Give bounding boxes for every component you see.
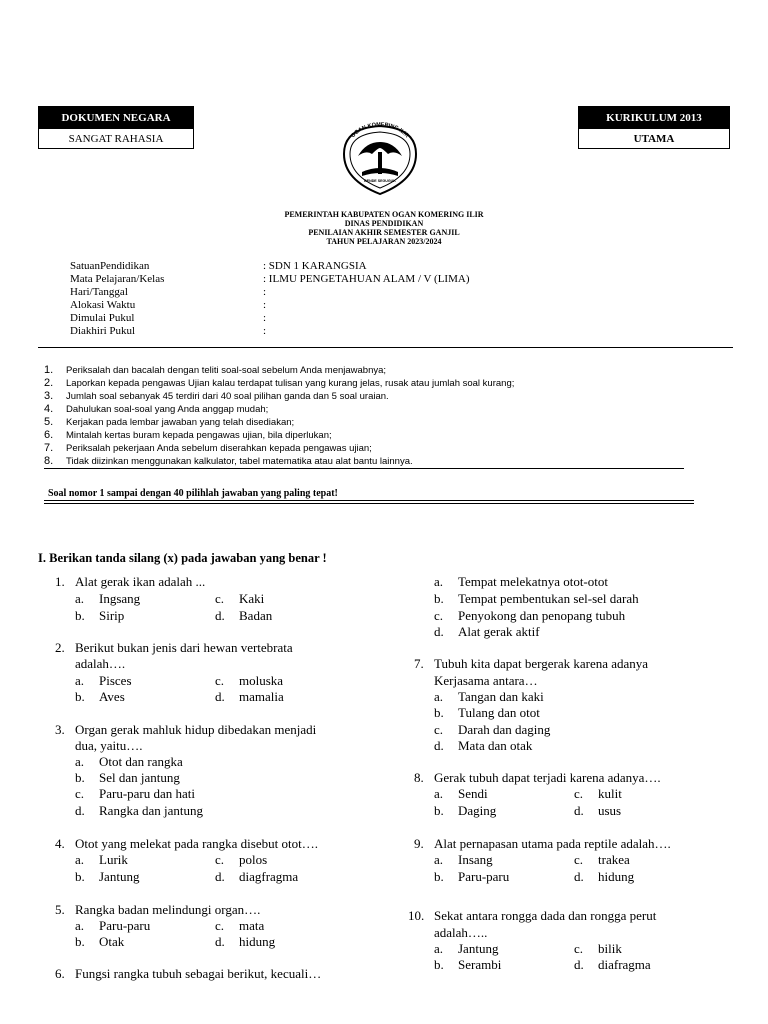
option-letter: d.	[215, 869, 225, 884]
option-text: kulit	[598, 786, 622, 801]
title-line-3: PENILAIAN AKHIR SEMESTER GANJIL	[308, 228, 460, 237]
option-text: Otak	[99, 934, 125, 949]
identity-value: : SDN 1 KARANGSIA	[263, 260, 367, 272]
option-text: Lurik	[99, 852, 128, 867]
section-title: I. Berikan tanda silang (x) pada jawaban yang benar !	[38, 551, 327, 565]
option-letter: d.	[434, 738, 444, 753]
option-text: polos	[239, 852, 268, 867]
option-letter: b.	[75, 869, 85, 884]
question-number: 2.	[55, 640, 65, 655]
option-text: usus	[598, 803, 622, 818]
instruction-number: 7.	[44, 442, 54, 454]
instruction-item	[44, 453, 413, 466]
instruction-item	[44, 362, 386, 375]
option-text: Tulang dan otot	[458, 705, 540, 720]
option-text: Tempat pembentukan sel-sel darah	[458, 591, 639, 606]
question-text: Berikut bukan jenis dari hewan vertebrata	[75, 640, 293, 655]
instruction-text: Mintalah kertas buram kepada pengawas ujian, bila diperlukan;	[66, 430, 332, 441]
option-text: Otot dan rangka	[99, 754, 183, 769]
sangat-rahasia-label: SANGAT RAHASIA	[68, 133, 164, 145]
kurikulum-box	[578, 106, 730, 149]
question-number: 3.	[55, 722, 65, 737]
instruction-item	[44, 388, 389, 401]
instruction-text: Dahulukan soal-soal yang Anda anggap mudah;	[66, 404, 269, 415]
option-text: bilik	[598, 941, 622, 956]
option-letter: a.	[434, 574, 444, 589]
question-number: 6.	[55, 966, 65, 981]
instruction-item	[44, 375, 514, 388]
option-letter: b.	[75, 770, 85, 785]
dokumen-negara-box	[38, 106, 194, 149]
option-letter: c.	[574, 941, 584, 956]
option-letter: c.	[215, 852, 225, 867]
emblem-text-bottom: BENDE SEGUGUK	[364, 179, 396, 183]
option-letter: a.	[434, 786, 444, 801]
option-text: Badan	[239, 608, 273, 623]
emblem-text-top: OGAN KOMERING ILIR	[350, 121, 410, 140]
option-letter: b.	[434, 591, 444, 606]
instruction-number: 6.	[44, 429, 54, 441]
instruction-item	[44, 427, 332, 440]
option-text: Rangka dan jantung	[99, 803, 203, 818]
identity-label: Hari/Tanggal	[70, 286, 128, 298]
option-letter: d.	[75, 803, 85, 818]
option-letter: b.	[434, 869, 444, 884]
option-letter: c.	[434, 608, 444, 623]
option-text: Jantung	[99, 869, 140, 884]
dokumen-negara-label: DOKUMEN NEGARA	[39, 107, 193, 129]
instruction-number: 3.	[44, 390, 54, 402]
option-letter: b.	[75, 934, 85, 949]
kurikulum-label: KURIKULUM 2013	[579, 107, 729, 129]
option-text: diafragma	[598, 957, 651, 972]
option-letter: d.	[574, 803, 584, 818]
option-letter: c.	[215, 918, 225, 933]
question-text: Organ gerak mahluk hidup dibedakan menjadi	[75, 722, 317, 737]
question-number: 9.	[414, 836, 424, 851]
question-text: Otot yang melekat pada rangka disebut otot….	[75, 836, 318, 851]
instruction-item	[44, 414, 294, 427]
instruction-number: 8.	[44, 455, 54, 467]
instruction-text: Tidak diizinkan menggunakan kalkulator, tabel matematika atau alat bantu lainnya.	[66, 456, 413, 467]
identity-label: SatuanPendidikan	[70, 260, 150, 272]
option-text: Ingsang	[99, 591, 141, 606]
instruction-number: 5.	[44, 416, 54, 428]
option-letter: d.	[215, 689, 225, 704]
option-text: Sel dan jantung	[99, 770, 180, 785]
option-text: Darah dan daging	[458, 722, 551, 737]
option-letter: b.	[75, 608, 85, 623]
option-letter: d.	[434, 624, 444, 639]
option-letter: c.	[574, 786, 584, 801]
option-letter: c.	[215, 673, 225, 688]
question-text: adalah….	[75, 656, 126, 671]
option-letter: b.	[75, 689, 85, 704]
option-text: trakea	[598, 852, 630, 867]
question-number: 4.	[55, 836, 65, 851]
option-letter: a.	[434, 941, 444, 956]
note-double-rule-top	[44, 500, 694, 501]
instruction-text: Periksalah pekerjaan Anda sebelum diserahkan kepada pengawas ujian;	[66, 443, 372, 454]
title-line-2: DINAS PENDIDIKAN	[344, 219, 424, 228]
option-text: mamalia	[239, 689, 284, 704]
question-number: 5.	[55, 902, 65, 917]
option-letter: a.	[434, 852, 444, 867]
option-text: hidung	[239, 934, 276, 949]
question-text: dua, yaitu….	[75, 738, 143, 753]
instruction-text: Kerjakan pada lembar jawaban yang telah disediakan;	[66, 417, 295, 428]
identity-value: :	[263, 325, 267, 337]
identity-divider	[38, 347, 733, 348]
option-letter: b.	[434, 957, 444, 972]
identity-value: :	[263, 286, 267, 298]
option-text: mata	[239, 918, 265, 933]
option-text: Kaki	[239, 591, 265, 606]
question-text: Gerak tubuh dapat terjadi karena adanya….	[434, 770, 661, 785]
option-letter: a.	[434, 689, 444, 704]
option-letter: b.	[434, 705, 444, 720]
question-text: Kerjasama antara…	[434, 673, 538, 688]
question-number: 8.	[414, 770, 424, 785]
option-letter: d.	[574, 869, 584, 884]
option-text: Penyokong dan penopang tubuh	[458, 608, 626, 623]
option-letter: d.	[574, 957, 584, 972]
option-text: Jantung	[458, 941, 499, 956]
instruction-item	[44, 440, 372, 453]
option-letter: a.	[75, 673, 85, 688]
option-letter: a.	[75, 754, 85, 769]
option-text: Paru-paru	[99, 918, 151, 933]
option-letter: c.	[574, 852, 584, 867]
utama-label: UTAMA	[633, 133, 675, 145]
question-text: Sekat antara rongga dada dan rongga perut	[434, 908, 657, 923]
question-text: Alat pernapasan utama pada reptile adalah….	[434, 836, 671, 851]
option-text: Aves	[99, 689, 125, 704]
option-letter: d.	[215, 934, 225, 949]
option-letter: d.	[215, 608, 225, 623]
option-letter: a.	[75, 852, 85, 867]
option-text: Insang	[458, 852, 493, 867]
identity-value: : ILMU PENGETAHUAN ALAM / V (LIMA)	[263, 273, 470, 285]
question-text: Fungsi rangka tubuh sebagai berikut, kecuali…	[75, 966, 322, 981]
option-letter: a.	[75, 918, 85, 933]
question-number: 10.	[408, 908, 425, 923]
question-text: Tubuh kita dapat bergerak karena adanya	[434, 656, 649, 671]
question-text: Rangka badan melindungi organ….	[75, 902, 261, 917]
identity-label: Alokasi Waktu	[70, 299, 136, 311]
option-text: Tangan dan kaki	[458, 689, 544, 704]
option-text: Pisces	[99, 673, 132, 688]
option-letter: c.	[215, 591, 225, 606]
option-text: Daging	[458, 803, 497, 818]
title-line-1: PEMERINTAH KABUPATEN OGAN KOMERING ILIR	[284, 210, 484, 219]
option-text: diagfragma	[239, 869, 299, 884]
instruction-text: Periksalah dan bacalah dengan teliti soal-soal sebelum Anda menjawabnya;	[66, 365, 387, 376]
instruction-number: 2.	[44, 377, 54, 389]
option-letter: c.	[75, 786, 85, 801]
option-text: Alat gerak aktif	[458, 624, 540, 639]
identity-value: :	[263, 299, 267, 311]
option-text: Sirip	[99, 608, 125, 623]
option-text: Tempat melekatnya otot-otot	[458, 574, 608, 589]
question-text: adalah…..	[434, 925, 488, 940]
regency-emblem-logo	[332, 118, 428, 198]
option-text: moluska	[239, 673, 284, 688]
note-double-rule-bottom	[44, 503, 694, 504]
multiple-choice-note: Soal nomor 1 sampai dengan 40 pilihlah jawaban yang paling tepat!	[48, 488, 338, 499]
option-text: Paru-paru dan hati	[99, 786, 196, 801]
instructions-divider	[44, 468, 684, 469]
option-text: Sendi	[458, 786, 488, 801]
instruction-number: 4.	[44, 403, 54, 415]
identity-label: Mata Pelajaran/Kelas	[70, 273, 165, 285]
option-letter: b.	[434, 803, 444, 818]
option-letter: c.	[434, 722, 444, 737]
instruction-text: Laporkan kepada pengawas Ujian kalau terdapat tulisan yang kurang jelas, rusak atau jumlah soal kurang;	[66, 378, 515, 389]
identity-value: :	[263, 312, 267, 324]
identity-label: Dimulai Pukul	[70, 312, 135, 324]
question-text: Alat gerak ikan adalah ...	[75, 574, 206, 589]
option-text: Mata dan otak	[458, 738, 533, 753]
option-text: Paru-paru	[458, 869, 510, 884]
instruction-item	[44, 401, 268, 414]
question-number: 1.	[55, 574, 65, 589]
option-text: Serambi	[458, 957, 502, 972]
title-line-4: TAHUN PELAJARAN 2023/2024	[326, 237, 442, 246]
option-text: hidung	[598, 869, 635, 884]
question-number: 7.	[414, 656, 424, 671]
instruction-number: 1.	[44, 364, 54, 376]
identity-label: Diakhiri Pukul	[70, 325, 136, 337]
instruction-text: Jumlah soal sebanyak 45 terdiri dari 40 soal pilihan ganda dan 5 soal uraian.	[66, 391, 389, 402]
option-letter: a.	[75, 591, 85, 606]
